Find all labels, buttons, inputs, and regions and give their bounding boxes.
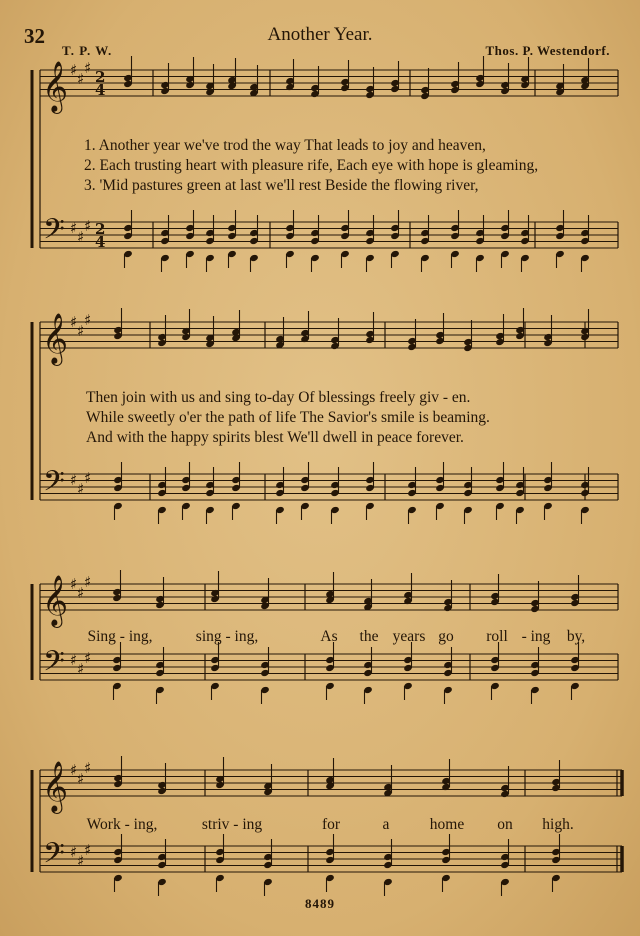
- chorus-syllable: on: [497, 816, 513, 833]
- chorus-syllable: home: [429, 816, 465, 833]
- chorus-syllable: striv - ing: [201, 816, 263, 833]
- verse-1-line-2: Then join with us and sing to-day Of blessings freely giv - en.: [86, 389, 471, 406]
- treble-clef: 𝄞: [42, 761, 69, 812]
- chorus-syllable: by,: [566, 628, 586, 645]
- time-signature-top: 2: [95, 68, 106, 86]
- chorus-syllable: As: [320, 628, 338, 645]
- verse-3-line-1: 3. 'Mid pastures green at last we'll rest Beside the flowing river,: [84, 177, 479, 194]
- chorus-syllable: - ing: [521, 628, 551, 645]
- sharp-sign: ♯: [84, 841, 92, 859]
- composer-credit: Thos. P. Westendorf.: [485, 43, 610, 58]
- sharp-sign: ♯: [77, 322, 85, 340]
- sharp-sign: ♯: [77, 70, 85, 88]
- sharp-sign: ♯: [70, 843, 78, 861]
- sharp-sign: ♯: [84, 469, 92, 487]
- chorus-syllable: high.: [542, 816, 574, 833]
- bass-clef: 𝄢: [43, 465, 65, 505]
- sharp-sign: ♯: [70, 575, 78, 593]
- sharp-sign: ♯: [77, 584, 85, 602]
- bass-clef: 𝄢: [43, 837, 65, 877]
- chorus-syllable: the: [359, 628, 379, 645]
- sharp-sign: ♯: [84, 59, 92, 77]
- sharp-sign: ♯: [84, 759, 92, 777]
- sharp-sign: ♯: [70, 471, 78, 489]
- sharp-sign: ♯: [84, 573, 92, 591]
- verse-2-line-2: While sweetly o'er the path of life The Savior's smile is beaming.: [86, 409, 490, 426]
- sharp-sign: ♯: [84, 649, 92, 667]
- verse-2-line-1: 2. Each trusting heart with pleasure rife, Each eye with hope is gleaming,: [84, 157, 539, 174]
- bass-clef: 𝄢: [43, 645, 65, 685]
- chorus-syllable: a: [382, 816, 390, 833]
- treble-clef: 𝄞: [42, 575, 69, 626]
- verse-3-line-2: And with the happy spirits blest We'll dwell in peace forever.: [86, 429, 464, 446]
- song-title: Another Year.: [267, 24, 373, 45]
- time-signature-bottom: 4: [95, 81, 106, 99]
- sharp-sign: ♯: [70, 61, 78, 79]
- time-signature-bottom: 4: [95, 233, 106, 251]
- time-signature-top: 2: [95, 220, 106, 238]
- sharp-sign: ♯: [84, 311, 92, 329]
- chorus-syllable: roll: [486, 628, 508, 645]
- bass-clef: 𝄢: [43, 213, 65, 253]
- sharp-sign: ♯: [70, 651, 78, 669]
- sharp-sign: ♯: [84, 217, 92, 235]
- treble-clef: 𝄞: [42, 313, 69, 364]
- chorus-syllable: sing - ing,: [195, 628, 259, 645]
- sharp-sign: ♯: [77, 660, 85, 678]
- sharp-sign: ♯: [77, 480, 85, 498]
- sharp-sign: ♯: [70, 761, 78, 779]
- sharp-sign: ♯: [77, 852, 85, 870]
- verse-1-line-1: 1. Another year we've trod the way That leads to joy and heaven,: [84, 137, 486, 154]
- chorus-syllable: for: [321, 816, 341, 833]
- chorus-syllable: years: [392, 628, 426, 645]
- sharp-sign: ♯: [70, 219, 78, 237]
- plate-number: 8489: [305, 896, 335, 911]
- sharp-sign: ♯: [77, 770, 85, 788]
- chorus-syllable: go: [438, 628, 454, 645]
- treble-clef: 𝄞: [42, 61, 69, 112]
- chorus-syllable: Sing - ing,: [87, 628, 153, 645]
- lyricist-credit: T. P. W.: [62, 43, 113, 58]
- sharp-sign: ♯: [70, 313, 78, 331]
- sharp-sign: ♯: [77, 228, 85, 246]
- chorus-syllable: Work - ing,: [86, 816, 158, 833]
- page-number: 32: [24, 24, 45, 48]
